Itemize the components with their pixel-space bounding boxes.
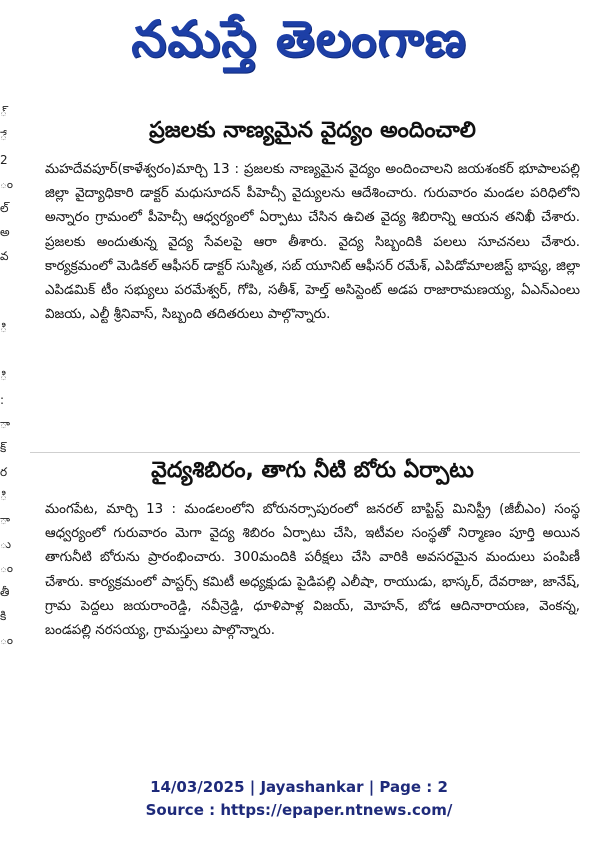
cut-off-text-top	[60, 92, 280, 106]
footer	[0, 776, 598, 822]
adjacent-column-fragment-line: ే	[0, 129, 7, 143]
adjacent-column-fragment-line: తీ	[0, 585, 10, 599]
adjacent-column-fragment	[0, 100, 22, 700]
adjacent-column-fragment-line: ా	[0, 513, 11, 527]
article-1-headline: ప్రజలకు నాణ్యమైన వైద్యం అందించాలి	[149, 118, 476, 143]
footer-date-edition-page: 14/03/2025 | Jayashankar | Page : 2	[150, 778, 448, 796]
newspaper-logo: నమస్తే తెలంగాణ	[131, 10, 467, 68]
article-divider	[30, 452, 580, 453]
adjacent-column-fragment-line: ం	[0, 177, 14, 191]
adjacent-column-fragment-line: ం	[0, 561, 14, 575]
adjacent-column-fragment-line: కి	[0, 609, 7, 623]
adjacent-column-fragment-line: ం	[0, 633, 14, 647]
footer-source-link[interactable]: Source : https://epaper.ntnews.com/	[145, 801, 453, 819]
article-1-body: మహదేవపూర్(కాళేశ్వరం)మార్చి 13 : ప్రజలకు నాణ్యమైన వైద్యం అందించాలని జయశంకర్ భూపాలపల్లి జిల్లా వైద్యాధికారి డాక్టర్ మధుసూదన్ పీహెచ్సీ వైద్యులను ఆదేశించారు. గురువారం మండల పరిధిలోని అన్నారం గ్రామంలో పీహెచ్సీ ఆధ్వర్యంలో ఏర్పాటు చేసిన ఉచిత వైద్య శిబిరాన్ని ఆయన తనిఖీ చేశారు. ప్రజలకు అందుతున్న వైద్య సేవలపై ఆరా తీశారు. వైద్య సిబ్బందికి పలలు సూచనలు చేశారు. కార్యక్రమంలో మెడికల్ ఆఫీసర్ డాక్టర్ సుస్మిత, సబ్ యూనిట్ ఆఫీసర్ రమేశ్, ఎపిడోమాలజిస్ట్ భాష్య, జిల్లా ఎపిడమిక్ టీం సభ్యులు పరమేశ్వర్, గోపి, సతీశ్, హెల్త్ అసిస్టెంట్ అడప రాజారామణయ్య, ఏఎన్ఎంలు విజయ, ఎల్టీ శ్రీనివాస్, సిబ్బంది తదితరులు పాల్గొన్నారు.	[45, 162, 580, 323]
cut-off-headline-bottom	[0, 728, 598, 768]
article-1	[45, 116, 580, 327]
adjacent-column-fragment-line: ి	[0, 369, 7, 383]
adjacent-column-fragment-line	[0, 292, 22, 316]
adjacent-column-fragment-line: ు	[0, 537, 12, 551]
adjacent-column-fragment-line: 2	[0, 153, 8, 167]
adjacent-column-fragment-line: ర	[0, 465, 8, 479]
adjacent-column-fragment-line: ి	[0, 321, 7, 335]
adjacent-column-fragment-line: క్	[0, 441, 7, 455]
article-2-headline: వైద్యశిబిరం, తాగు నీటి బోరు ఏర్పాటు	[151, 458, 474, 483]
article-2-body: మంగపేట, మార్చి 13 : మండలంలోని బోరునర్సాపురంలో జనరల్ బాప్టిస్ట్ మినిస్ట్రీ (జీబీఎం) సంస్థ ఆధ్వర్యంలో గురువారం మెగా వైద్య శిబిరం ఏర్పాటు చేసి, ఇటీవల సంస్థతో నిర్మాణం పూర్తి అయిన తాగునీటి బోరును ప్రారంభించారు. 300మందికి పరీక్షలు చేసి వారికి అవసరమైన మందులు పంపిణీ చేశారు. కార్యక్రమంలో పాస్టర్స్ కమిటీ అధ్యక్షుడు పైడిపల్లి ఎలీషా, రాయుడు, భాస్కర్, దేవరాజు, జానేష్, గ్రామ పెద్దలు జయరాంరెడ్డి, నవీన్రెడ్డి, ధూళిపాళ్ల విజయ్, మోహన్, బోడ ఆదినారాయణ, వెంకన్న, బండపల్లి నరసయ్య, గ్రామస్తులు పాల్గొన్నారు.	[45, 502, 580, 639]
adjacent-column-fragment-line: అ	[0, 225, 10, 239]
article-2	[45, 456, 580, 643]
masthead	[0, 0, 598, 80]
adjacent-column-fragment-line: :	[0, 393, 5, 407]
adjacent-column-fragment-line: ి	[0, 489, 7, 503]
adjacent-column-fragment-line: ్	[0, 105, 7, 119]
adjacent-column-fragment-line: వ	[0, 249, 9, 263]
adjacent-column-fragment-line	[0, 268, 22, 292]
adjacent-column-fragment-line: ా	[0, 417, 11, 431]
adjacent-column-fragment-line: ల్	[0, 201, 9, 215]
adjacent-column-fragment-line	[0, 340, 22, 364]
